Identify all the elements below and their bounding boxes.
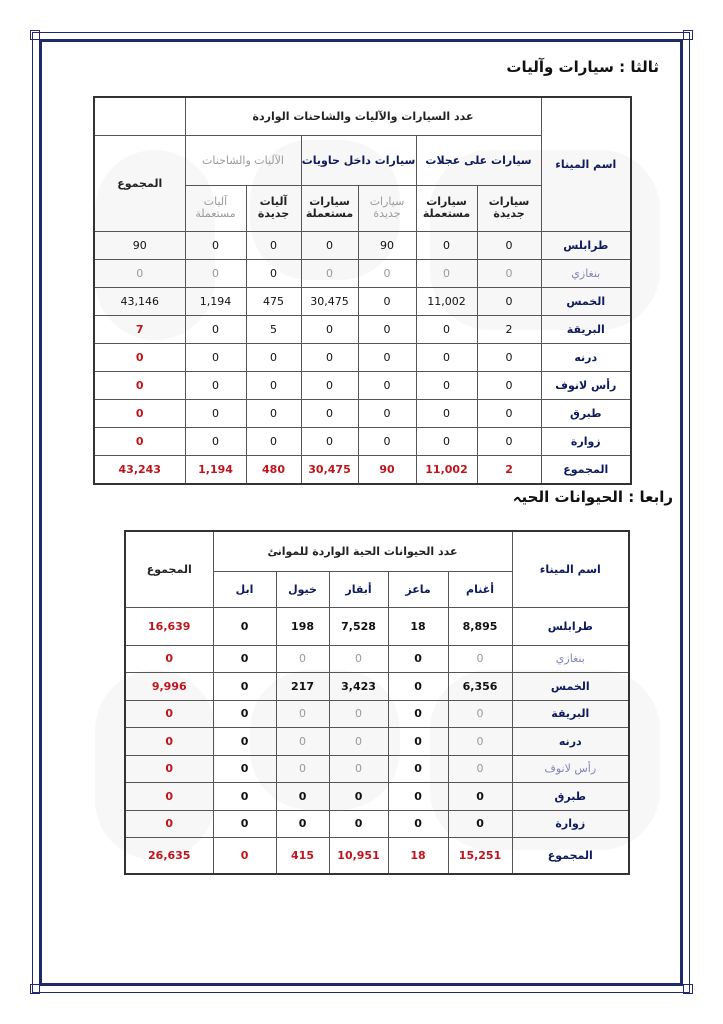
total-header: المجموع — [94, 135, 185, 231]
value-cell: 0 — [301, 343, 358, 371]
subheader-cattle: أبقار — [329, 571, 388, 607]
subheader-camels: ابل — [213, 571, 276, 607]
subheader-goats: ماعز — [388, 571, 448, 607]
row-total: 0 — [94, 343, 185, 371]
value-cell: 0 — [276, 700, 329, 728]
total-value: 15,251 — [448, 838, 512, 874]
value-cell: 0 — [416, 259, 477, 287]
value-cell: 0 — [276, 728, 329, 756]
value-cell: 0 — [416, 315, 477, 343]
value-cell: 0 — [213, 700, 276, 728]
value-cell: 0 — [358, 399, 416, 427]
port-name: بنغازي — [541, 259, 631, 287]
port-header: اسم الميناء — [512, 531, 629, 607]
table-row — [94, 399, 631, 427]
subheader-sheep: أغنام — [448, 571, 512, 607]
subheader-new-cars: سيارات جديدة — [477, 185, 541, 231]
total-value: 18 — [388, 838, 448, 874]
table-row — [94, 427, 631, 455]
value-cell: 30,475 — [301, 287, 358, 315]
total-value: 415 — [276, 838, 329, 874]
value-cell: 0 — [448, 783, 512, 811]
port-name: طرابلس — [512, 607, 629, 645]
value-cell: 0 — [358, 371, 416, 399]
value-cell: 0 — [416, 399, 477, 427]
total-value: 90 — [358, 455, 416, 484]
value-cell: 0 — [301, 259, 358, 287]
total-value: 480 — [246, 455, 301, 484]
subheader-used-machinery: آليات مستعملة — [185, 185, 246, 231]
value-cell: 217 — [276, 673, 329, 701]
value-cell: 0 — [246, 371, 301, 399]
group-header-machinery: الآليات والشاحنات — [185, 135, 301, 185]
section-title-livestock: رابعا : الحيوانات الحيہ — [512, 488, 673, 506]
row-total: 0 — [94, 427, 185, 455]
value-cell: 0 — [388, 755, 448, 783]
port-name: زوارة — [541, 427, 631, 455]
subheader-used-cars: سيارات مستعملة — [416, 185, 477, 231]
total-value: 1,194 — [185, 455, 246, 484]
row-total: 0 — [125, 700, 213, 728]
value-cell: 0 — [448, 645, 512, 673]
frame-corner — [30, 984, 40, 994]
grand-total: 26,635 — [125, 838, 213, 874]
value-cell: 0 — [448, 755, 512, 783]
livestock-table — [124, 530, 630, 875]
row-total: 0 — [94, 371, 185, 399]
section-title-vehicles: ثالثا : سيارات وآليات — [506, 58, 659, 76]
value-cell: 0 — [388, 645, 448, 673]
value-cell: 0 — [213, 755, 276, 783]
table-row — [125, 700, 629, 728]
row-total: 0 — [125, 783, 213, 811]
value-cell: 0 — [416, 371, 477, 399]
total-value: 30,475 — [301, 455, 358, 484]
value-cell: 0 — [329, 783, 388, 811]
value-cell: 0 — [416, 343, 477, 371]
row-total: 9,996 — [125, 673, 213, 701]
value-cell: 0 — [276, 755, 329, 783]
value-cell: 0 — [213, 783, 276, 811]
value-cell: 0 — [388, 673, 448, 701]
port-name: زوارة — [512, 810, 629, 838]
subheader-new-cars-container: سيارات جديدة — [358, 185, 416, 231]
table-row — [125, 673, 629, 701]
value-cell: 198 — [276, 607, 329, 645]
value-cell: 0 — [388, 700, 448, 728]
value-cell: 2 — [477, 315, 541, 343]
value-cell: 5 — [246, 315, 301, 343]
port-name: طبرق — [512, 783, 629, 811]
port-name: رأس لانوف — [541, 371, 631, 399]
value-cell: 0 — [246, 343, 301, 371]
row-total: 0 — [125, 645, 213, 673]
port-name: البريقة — [512, 700, 629, 728]
value-cell: 0 — [213, 810, 276, 838]
value-cell: 0 — [213, 728, 276, 756]
value-cell: 0 — [213, 607, 276, 645]
value-cell: 0 — [276, 810, 329, 838]
value-cell: 0 — [301, 315, 358, 343]
port-name: البريقة — [541, 315, 631, 343]
subheader-horses: خيول — [276, 571, 329, 607]
table-row — [94, 231, 631, 259]
value-cell: 0 — [358, 287, 416, 315]
subheader-used-cars-container: سيارات مستعملة — [301, 185, 358, 231]
table-row — [94, 287, 631, 315]
value-cell: 0 — [246, 427, 301, 455]
value-cell: 0 — [301, 371, 358, 399]
port-name: طبرق — [541, 399, 631, 427]
row-total: 0 — [125, 728, 213, 756]
port-name: الخمس — [541, 287, 631, 315]
value-cell: 0 — [416, 427, 477, 455]
value-cell: 0 — [448, 700, 512, 728]
value-cell: 0 — [185, 259, 246, 287]
table-row — [125, 810, 629, 838]
total-row-label: المجموع — [541, 455, 631, 484]
row-total: 16,639 — [125, 607, 213, 645]
value-cell: 7,528 — [329, 607, 388, 645]
value-cell: 0 — [477, 259, 541, 287]
value-cell: 0 — [185, 427, 246, 455]
group-header-wheels: سيارات على عجلات — [416, 135, 541, 185]
row-total: 0 — [125, 810, 213, 838]
table-row — [125, 783, 629, 811]
value-cell: 0 — [213, 645, 276, 673]
table-row — [94, 343, 631, 371]
value-cell: 0 — [388, 728, 448, 756]
value-cell: 0 — [276, 783, 329, 811]
value-cell: 0 — [477, 231, 541, 259]
value-cell: 0 — [246, 231, 301, 259]
group-header-containers: سيارات داخل حاويات — [301, 135, 416, 185]
table-row — [125, 755, 629, 783]
value-cell: 0 — [358, 427, 416, 455]
port-name: طرابلس — [541, 231, 631, 259]
port-name: درنه — [541, 343, 631, 371]
row-total: 0 — [94, 259, 185, 287]
value-cell: 3,423 — [329, 673, 388, 701]
value-cell: 0 — [213, 673, 276, 701]
value-cell: 0 — [358, 259, 416, 287]
value-cell: 6,356 — [448, 673, 512, 701]
port-name: الخمس — [512, 673, 629, 701]
value-cell: 0 — [329, 810, 388, 838]
value-cell: 90 — [358, 231, 416, 259]
port-header: اسم الميناء — [541, 97, 631, 231]
total-value: 0 — [213, 838, 276, 874]
table-row — [125, 607, 629, 645]
table-row — [94, 315, 631, 343]
port-name: رأس لانوف — [512, 755, 629, 783]
value-cell: 0 — [358, 315, 416, 343]
value-cell: 0 — [246, 259, 301, 287]
value-cell: 0 — [185, 315, 246, 343]
value-cell: 1,194 — [185, 287, 246, 315]
frame-corner — [683, 30, 693, 40]
value-cell: 0 — [388, 783, 448, 811]
value-cell: 0 — [477, 287, 541, 315]
total-row-label: المجموع — [512, 838, 629, 874]
value-cell: 475 — [246, 287, 301, 315]
table-row — [125, 645, 629, 673]
value-cell: 0 — [185, 399, 246, 427]
value-cell: 8,895 — [448, 607, 512, 645]
value-cell: 0 — [185, 343, 246, 371]
value-cell: 0 — [246, 399, 301, 427]
value-cell: 0 — [301, 427, 358, 455]
row-total: 43,146 — [94, 287, 185, 315]
row-total: 0 — [125, 755, 213, 783]
value-cell: 0 — [185, 231, 246, 259]
value-cell: 0 — [185, 371, 246, 399]
total-header: المجموع — [125, 531, 213, 607]
table-title: عدد الحيوانات الحية الواردة للموانئ — [213, 531, 512, 571]
value-cell: 0 — [301, 231, 358, 259]
total-value: 10,951 — [329, 838, 388, 874]
table-row — [94, 259, 631, 287]
value-cell: 0 — [388, 810, 448, 838]
table-row — [125, 728, 629, 756]
subheader-new-machinery: آليات جديدة — [246, 185, 301, 231]
value-cell: 0 — [329, 645, 388, 673]
value-cell: 0 — [329, 728, 388, 756]
value-cell: 0 — [477, 371, 541, 399]
row-total: 90 — [94, 231, 185, 259]
value-cell: 11,002 — [416, 287, 477, 315]
value-cell: 0 — [448, 728, 512, 756]
port-name: بنغازي — [512, 645, 629, 673]
value-cell: 0 — [329, 755, 388, 783]
port-name: درنه — [512, 728, 629, 756]
value-cell: 0 — [301, 399, 358, 427]
value-cell: 0 — [329, 700, 388, 728]
total-value: 2 — [477, 455, 541, 484]
frame-corner — [683, 984, 693, 994]
table-title: عدد السيارات والآليات والشاحنات الواردة — [185, 97, 541, 135]
row-total: 0 — [94, 399, 185, 427]
grand-total: 43,243 — [94, 455, 185, 484]
vehicles-table — [93, 96, 632, 485]
row-total: 7 — [94, 315, 185, 343]
value-cell: 0 — [448, 810, 512, 838]
value-cell: 0 — [416, 231, 477, 259]
total-value: 11,002 — [416, 455, 477, 484]
value-cell: 0 — [477, 427, 541, 455]
header-blank — [94, 97, 185, 135]
value-cell: 0 — [358, 343, 416, 371]
value-cell: 0 — [276, 645, 329, 673]
value-cell: 0 — [477, 343, 541, 371]
frame-corner — [30, 30, 40, 40]
value-cell: 0 — [477, 399, 541, 427]
table-row — [94, 371, 631, 399]
value-cell: 18 — [388, 607, 448, 645]
